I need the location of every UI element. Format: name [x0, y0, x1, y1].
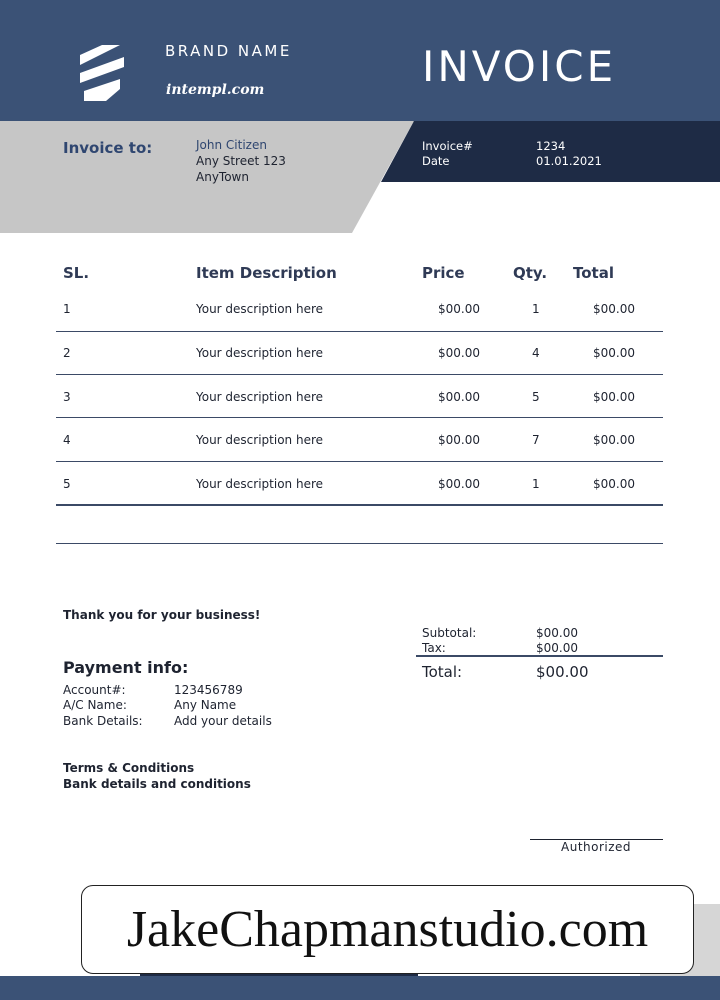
total-label: Total: — [422, 663, 463, 681]
row-qty: 5 — [532, 390, 540, 404]
info-band — [0, 121, 720, 233]
row-qty: 1 — [532, 477, 540, 491]
footer-bar — [0, 976, 720, 1000]
row-description: Your description here — [196, 433, 324, 447]
invoice-date-label: Date — [422, 154, 450, 168]
total-value: $00.00 — [536, 663, 589, 681]
thank-you-note: Thank you for your business! — [63, 608, 261, 622]
invoice-date-value: 01.01.2021 — [536, 154, 602, 168]
row-price: $00.00 — [438, 390, 480, 404]
table-row — [0, 433, 720, 477]
table-row — [0, 302, 720, 346]
payment-value: Add your details — [174, 714, 272, 728]
row-divider — [56, 374, 663, 375]
summary-divider — [416, 655, 663, 657]
terms-title: Terms & Conditions — [63, 761, 195, 775]
col-header-qty: Qty. — [513, 264, 548, 282]
row-divider — [56, 461, 663, 462]
client-street: Any Street 123 — [196, 154, 286, 168]
subtotal-value: $00.00 — [536, 626, 578, 640]
row-divider — [56, 504, 663, 506]
watermark-banner: JakeChapmanstudio.com — [81, 885, 694, 974]
payment-key: Bank Details: — [63, 714, 143, 728]
row-total: $00.00 — [593, 390, 635, 404]
col-header-sl: SL. — [63, 264, 90, 282]
row-price: $00.00 — [438, 433, 480, 447]
tax-label: Tax: — [422, 641, 446, 655]
row-total: $00.00 — [593, 302, 635, 316]
row-price: $00.00 — [438, 346, 480, 360]
row-total: $00.00 — [593, 346, 635, 360]
row-sl: 1 — [63, 302, 71, 316]
row-qty: 1 — [532, 302, 540, 316]
invoice-title: INVOICE — [422, 42, 617, 91]
table-row — [0, 477, 720, 521]
row-sl: 2 — [63, 346, 71, 360]
table-row — [0, 390, 720, 434]
row-divider — [56, 331, 663, 332]
client-name: John Citizen — [196, 138, 267, 152]
row-sl: 3 — [63, 390, 71, 404]
row-description: Your description here — [196, 346, 324, 360]
col-header-description: Item Description — [196, 264, 337, 282]
row-price: $00.00 — [438, 477, 480, 491]
client-town: AnyTown — [196, 170, 249, 184]
invoice-number-label: Invoice# — [422, 139, 473, 153]
row-description: Your description here — [196, 390, 324, 404]
brand-logo-icon — [76, 43, 128, 103]
payment-value: 123456789 — [174, 683, 243, 697]
row-description: Your description here — [196, 302, 324, 316]
brand-name: BRAND NAME — [165, 42, 292, 60]
row-price: $00.00 — [438, 302, 480, 316]
row-divider — [56, 417, 663, 418]
row-total: $00.00 — [593, 433, 635, 447]
payment-value: Any Name — [174, 698, 237, 712]
terms-text: Bank details and conditions — [63, 777, 251, 791]
tax-value: $00.00 — [536, 641, 578, 655]
row-description: Your description here — [196, 477, 324, 491]
row-qty: 7 — [532, 433, 540, 447]
subtotal-label: Subtotal: — [422, 626, 477, 640]
invoice-to-label: Invoice to: — [63, 139, 153, 157]
payment-key: A/C Name: — [63, 698, 127, 712]
table-end-divider — [56, 543, 663, 544]
col-header-price: Price — [422, 264, 465, 282]
row-sl: 5 — [63, 477, 71, 491]
payment-key: Account#: — [63, 683, 126, 697]
row-sl: 4 — [63, 433, 71, 447]
row-total: $00.00 — [593, 477, 635, 491]
authorized-label: Authorized — [561, 840, 632, 854]
invoice-number-value: 1234 — [536, 139, 566, 153]
payment-info-title: Payment info: — [63, 658, 189, 677]
brand-website: intempl.com — [166, 82, 265, 98]
table-row — [0, 346, 720, 390]
col-header-total: Total — [573, 264, 614, 282]
row-qty: 4 — [532, 346, 540, 360]
